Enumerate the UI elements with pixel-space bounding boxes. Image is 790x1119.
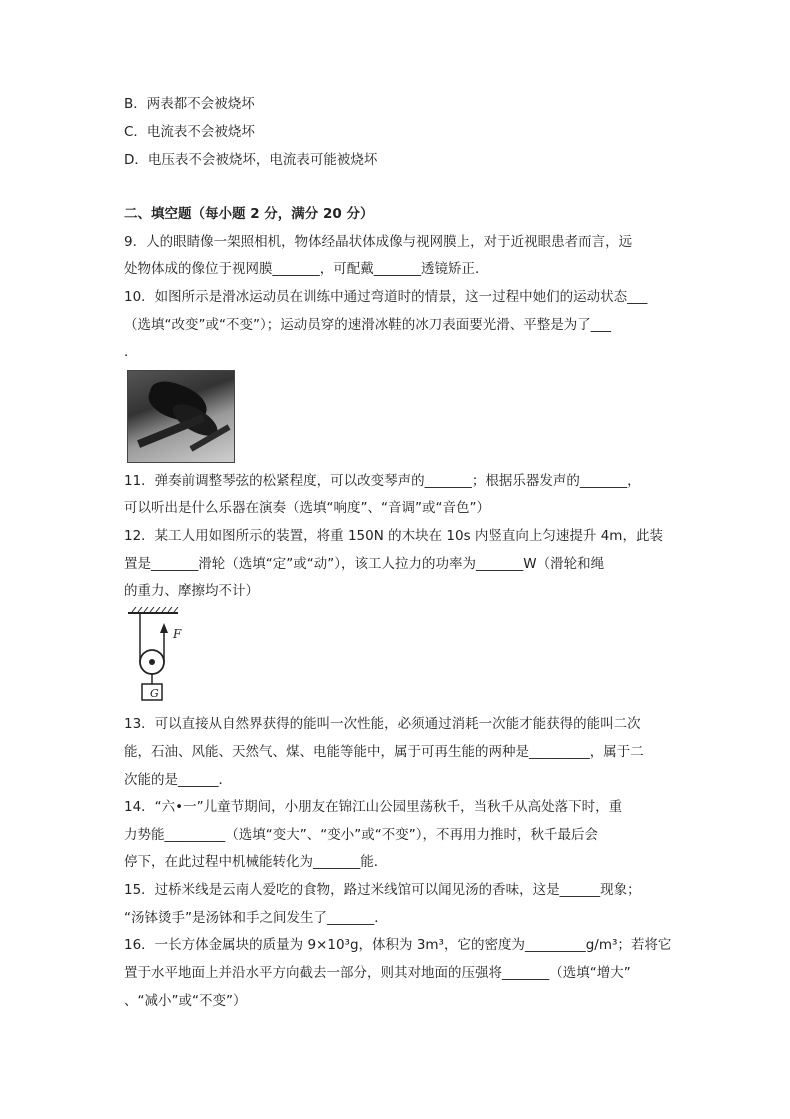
q16-line3: 、“减小”或“不变”） [124, 993, 247, 1009]
q16-line1: 16．一长方体金属块的质量为 9×10³g，体积为 3m³，它的密度为_________g/m³；若将它 [124, 937, 672, 953]
q10-line3: ． [124, 344, 138, 360]
q13-line3: 次能的是______． [124, 772, 232, 788]
q11-line1: 11．弹奏前调整琴弦的松紧程度，可以改变琴声的_______；根据乐器发声的_______， [124, 473, 641, 489]
q13-line2: 能，石油、风能、天然气、煤、电能等能中，属于可再生能的两种是_________，属于二 [124, 744, 644, 760]
q14-line2: 力势能_________（选填“变大”、“变小”或“不变”），不再用力推时，秋千最后会 [124, 827, 598, 843]
speed-skater-photo [127, 370, 235, 463]
q12-line1: 12．某工人用如图所示的装置，将重 150N 的木块在 10s 内竖直向上匀速提升 4m，此装 [124, 528, 663, 544]
q9-line1: 9．人的眼睛像一架照相机，物体经晶状体成像与视网膜上，对于近视眼患者而言，远 [124, 234, 633, 250]
option-b: B．两表都不会被烧坏 [124, 96, 255, 112]
q15-line2: “汤钵烫手”是汤钵和手之间发生了_______． [124, 910, 388, 926]
q10-line2: （选填“改变”或“不变”）；运动员穿的速滑冰鞋的冰刀表面要光滑、平整是为了___ [124, 317, 611, 333]
force-label: F [173, 627, 182, 641]
weight-label: G [150, 687, 159, 700]
q12-line3: 的重力、摩擦均不计） [124, 583, 259, 599]
pulley-diagram [126, 607, 196, 707]
q12-line2: 置是_______滑轮（选填“定”或“动”），该工人拉力的功率为_______W（滑轮和绳 [124, 556, 605, 572]
q14-line1: 14．“六•一”儿童节期间，小朋友在锦江山公园里荡秋千，当秋千从高处落下时，重 [124, 799, 623, 815]
q9-line2: 处物体成的像位于视网膜_______，可配戴_______透镜矫正． [124, 261, 489, 277]
q14-line3: 停下，在此过程中机械能转化为_______能． [124, 854, 388, 870]
option-c: C．电流表不会被烧坏 [124, 124, 255, 140]
q11-line2: 可以听出是什么乐器在演奏（选填“响度”、“音调”或“音色”） [124, 500, 490, 516]
q13-line1: 13．可以直接从自然界获得的能叫一次性能，必须通过消耗一次能才能获得的能叫二次 [124, 716, 641, 732]
q10-line1: 10．如图所示是滑冰运动员在训练中通过弯道时的情景，这一过程中她们的运动状态___ [124, 289, 648, 305]
section-title: 二、填空题（每小题 2 分，满分 20 分） [124, 206, 374, 222]
option-d: D．电压表不会被烧坏，电流表可能被烧坏 [124, 152, 378, 168]
q16-line2: 置于水平地面上并沿水平方向截去一部分，则其对地面的压强将_______（选填“增大” [124, 965, 631, 981]
q15-line1: 15．过桥米线是云南人爱吃的食物，路过米线馆可以闻见汤的香味，这是______现象； [124, 882, 641, 898]
